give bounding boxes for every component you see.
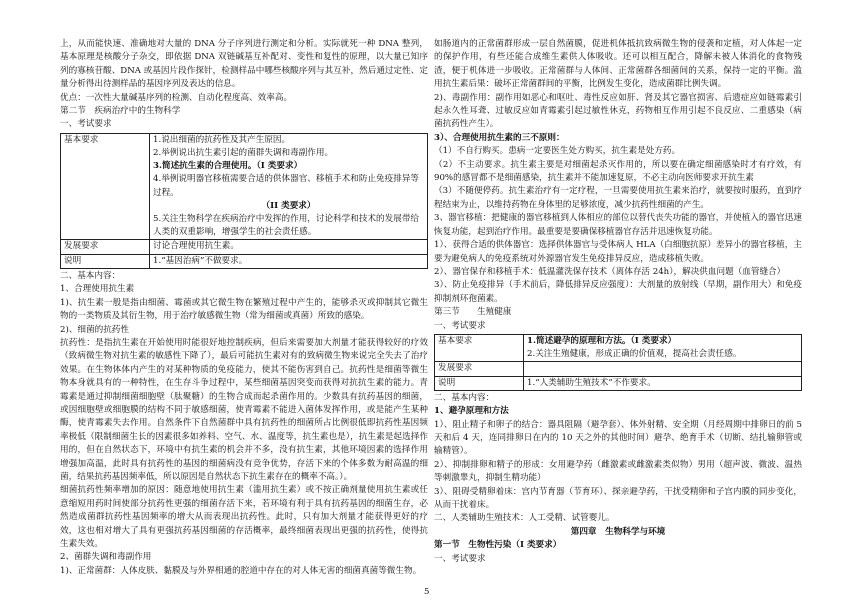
requirement-line: 2.关注生殖健康，形成正确的价值观，提高社会责任感。 (527, 349, 742, 360)
paragraph: 1)、抗生素一般是指由细菌、霉菌或其它微生物在繁殖过程中产生的，能够杀灭或抑制其它微生物的一类物质及其衍生物，用于治疗敏感微生物（常为细菌或真菌）所致的感染。 (60, 297, 428, 322)
table-row (435, 362, 802, 376)
paragraph: 1）、获得合适的供体器官：选择供体器官与受体病人 HLA（白细胞抗原）差异小的器官移植，主要为避免病人的免疫系统对外源器官发生免疫排异反应，造成移植失败。 (434, 240, 802, 264)
section-heading: 第二节 疾病治疗中的生物科学 (60, 106, 181, 117)
paragraph: 二、人类辅助生殖技术：人工受精、试管婴儿。 (434, 513, 615, 524)
paragraph: （2）不主动要求。抗生素主要是对细菌起杀灭作用的，所以要在确定细菌感染时才有疗效，有90%的感冒都不是细菌感染，抗生素并不能加速复原，不必主动向医师要求开抗生素 (434, 159, 802, 184)
requirement-line: 2.举例说出抗生素引起的菌群失调和毒副作用。 (153, 148, 334, 159)
section-heading: 第一节 生物性污染（I 类要求） (434, 540, 562, 551)
page-number: 5 (424, 587, 430, 597)
requirement-line: 1.说出细菌的抗药性及其产生原因。 (153, 134, 291, 145)
requirement-line: 5.关注生物科学在疾病治疗中发挥的作用，讨论科学和技术的发展带给人类的双重影响，增强学生的社会责任感。 (153, 214, 420, 238)
paragraph: 3）、防止免疫排异（手术前后，降低排异反应强度）：大剂量的放射线（早期，副作用大）和免疫抑制剂环孢菌素。 (434, 280, 802, 304)
paragraph: （3）不随便停药。抗生素治疗有一定疗程，一旦需要使用抗生素来治疗，就要按时服药，直到疗程结束为止，以维持药物在身体里的足够浓度，减少抗药性细菌的产生。 (434, 186, 802, 210)
paragraph: 如肠道内的正常菌群形成一层自然菌膜，促进机体抵抗致病微生物的侵袭和定植，对人体起一定的保护作用，有些还能合成维生素供人体吸收。还可以相互配合，降解未被人体消化的食物残渣，便于机体进一步吸收。正常菌群与人体间、正常菌群各细菌间的关系，保持一定的平衡。滥用抗生素后果：破坏正常菌群间的平衡，比例发生变化，造成菌群比例失调。 (434, 39, 802, 90)
table-row (435, 334, 802, 361)
paragraph: 抗药性：是指抗生素在开始使用时能很好地控制疾病，但后来需要加大剂量才能获得较好的疗效（致病微生物对抗生素的敏感性下降了），最后可能抗生素对有的致病微生物来说完全失去了治疗效果。在生物体体内产生的对某种物质的免疫能力，使其不能伤害到自己。抗药性是细菌等微生物本身就具有的一种特性，在生存斗争过程中，某些细菌基因突变而获得对抗抗生素的能力。青霉素是通过抑制细菌细胞壁（肽聚糖）的生物合成而起杀菌作用的。少数具有抗药基因的细菌，或因细胞壁或细胞膜的结构不同于敏感细菌，使青霉素不能进入菌体发挥作用，或是能产生某种酶，使青霉素失去作用。自然条件下自然菌群中具有抗药性的细菌所占比例很低即抗药性基因频率极低（限制细菌生长的因素很多如养料、空气、水、温度等，抗生素也是），抗生素是起选择作用的，但在自然状态下，环境中有抗生素的机会并不多，没有抗生素，其他环境因素的选择作用增强加高温，此时具有抗药性的基因的细菌病没有竞争优势，存活下来的个体多数为耐高温的细菌，结果抗药基因频率低，所以原因是自然状态下抗生素存在的概率不高。）。 (60, 337, 428, 482)
table-value: 1.“基因治病”不做要求。 (150, 254, 428, 268)
table-row (61, 254, 428, 268)
content-heading: 二、基本内容： (60, 270, 121, 281)
requirement-line: 3.简述抗生素的合理使用。（I 类要求） (153, 161, 303, 172)
chapter-heading: 第四章 生物科学与环境 (570, 526, 666, 537)
requirement-line: 1.简述避孕的原理和方法。（I 类要求） (527, 335, 677, 346)
subheading: 1、避孕原理和方法 (434, 406, 509, 417)
section-heading: 第三节 生殖健康 (434, 307, 512, 318)
paragraph: 2)、毒副作用：副作用如恶心和呕吐、毒性反应如肝、肾及其它器官损害、后遗症应如链霉素引起永久性耳聋、过敏反应如青霉素引起过敏性休克，药物相互作用引起不良反应、二重感染（病菌抗药性产生）。 (434, 92, 802, 130)
left-column (60, 38, 428, 578)
subheading: 1、合理使用抗生素 (60, 284, 135, 295)
paragraph-intro: 上，从而能快速、准确地对大量的 DNA 分子序列进行测定和分析。实际就死一种 DNA 整列，基本原理是核酸分子杂交，即依据 DNA 双链碱基互补配对、变性和复性的原理，以大量已知序列的寡核苷酸、DNA 或基因片段作探针，检测样品中哪些核酸序列与其互补，然后通过定性、定量分析得出待测样品的基因序列及表达的信息。 (60, 39, 428, 90)
table-row (61, 240, 428, 254)
requirement-line: （II 类要求） (261, 200, 316, 211)
paragraph: 2）、抑制排卵和精子的形成：女用避孕药（雌激素或雌激素类似物）男用（超声波、微波、温热等刺激睾丸，抑制生精功能） (434, 459, 802, 484)
table-value (150, 133, 428, 240)
paragraph: 1）、阻止精子和卵子的结合：器具阻隔（避孕套）、体外射精、安全期（月经周期中排卵日的前 5 天和后 4 天，连同排卵日在内的 10 天之外的其他时间）避孕、绝育手术（切断、结扎输卵管或输精管）。 (434, 419, 802, 457)
table-key: 基本要求 (61, 133, 150, 240)
content-heading: 二、基本内容： (434, 392, 495, 403)
table-value (524, 334, 802, 361)
paragraph-advantages: 优点：一次性大量碱基序列的检测、自动化程度高、效率高。 (60, 92, 293, 103)
subheading: 2)、细菌的抗药性 (60, 324, 129, 335)
table-value: 讨论合理使用抗生素。 (150, 240, 428, 254)
requirements-heading: 一、考试要求 (60, 119, 112, 130)
table-key: 发展要求 (61, 240, 150, 254)
paragraph: 1)、正常菌群：人体皮肤、黏膜及与外界相通的腔道中存在的对人体无害的细菌真菌等微生物。 (60, 565, 422, 576)
subheading: 3）、合理使用抗生素的三不原则： (434, 132, 565, 143)
paragraph: 2）、器官保存和移植手术：低温灌洗保存技术（离体存活 24h），解决供血问题（血管缝合） (434, 266, 786, 277)
table-key: 基本要求 (435, 334, 524, 361)
right-column (434, 38, 802, 566)
subheading: 2、菌群失调和毒副作用 (60, 552, 152, 563)
paragraph: 细菌抗药性频率增加的原因：随意地使用抗生素（滥用抗生素）或不按正确剂量使用抗生素或任意缩短用药时间使部分抗药性更强的细菌存活下来，若环境有利于具有抗药基因的细菌生存，必然造成菌群抗药性基因频率的增大从而表现出抗药性。此时，只有加大剂量才能获得更好的疗效，这也相对增大了具有更强抗药基因细菌的存活概率，最终细菌表现出更强的抗药性，使得抗生素失效。 (60, 485, 428, 549)
requirements-heading: 一、考试要求 (434, 553, 486, 564)
table-value (524, 362, 802, 376)
table-row (435, 376, 802, 390)
paragraph: 3）、阻碍受精卵着床：宫内节育器（节育环）、探亲避孕药，干扰受精卵和子宫内膜的同步变化，从而干扰着床。 (434, 486, 802, 510)
requirements-table (434, 334, 802, 391)
paragraph: （1）不自行购买。患病一定要医生处方购买，抗生素是处方药。 (434, 146, 681, 157)
requirements-heading: 一、考试要求 (434, 320, 486, 331)
table-key: 发展要求 (435, 362, 524, 376)
requirements-table (60, 133, 428, 269)
table-key: 说明 (435, 376, 524, 390)
table-row (61, 133, 428, 240)
table-value: 1.“人类辅助生殖技术”不作要求。 (524, 376, 802, 390)
paragraph: 3、器官移植：把健康的器官移植到人体相应的部位以替代丧失功能的器官，并使植入的器官迅速恢复功能，起到治疗作用。最重要是要确保移植器官存活并迅速恢复功能。 (434, 213, 802, 237)
table-key: 说明 (61, 254, 150, 268)
requirement-line: 4.举例说明器官移植需要合适的供体器官、移植手术和防止免疫排异等过程。 (153, 174, 420, 198)
